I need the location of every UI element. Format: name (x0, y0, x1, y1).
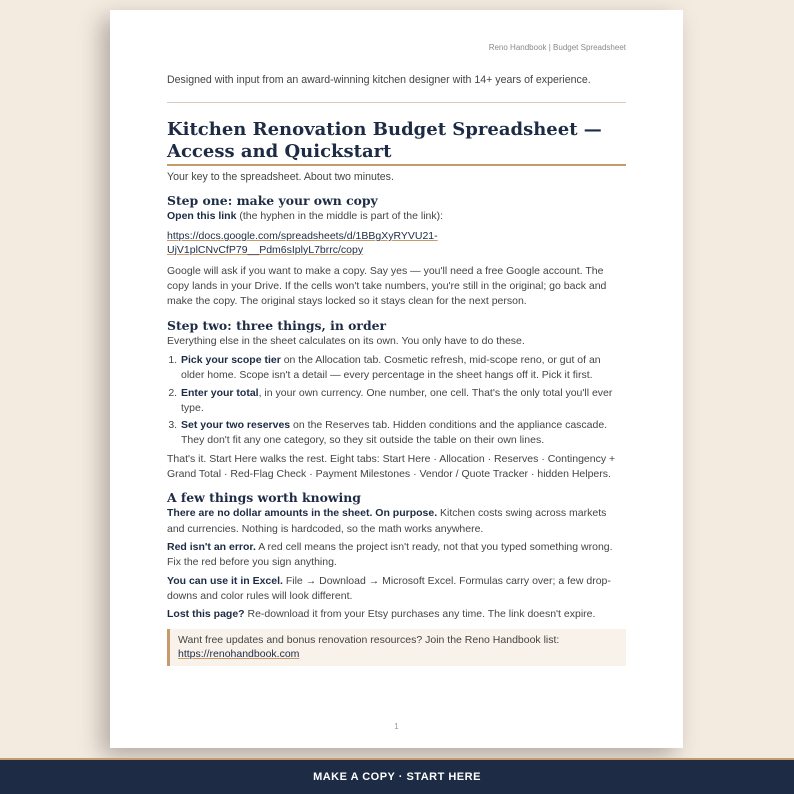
list-item (180, 353, 626, 384)
open-link-lead: Open this link (167, 210, 237, 222)
knowing-item (167, 607, 626, 622)
list-item-text: on the Allocation tab. Cosmetic refresh, mid-scope reno, or gut of an older home. Scope isn't a detail — every percentage in the sheet hangs off it. Pick it first. (181, 353, 601, 382)
list-item (180, 418, 626, 449)
knowing-item (167, 540, 626, 571)
step-two-outro: That's it. Start Here walks the rest. Eight tabs: Start Here · Allocation · Reserves · Contingency + Grand Total · Red-Flag Check · Payment Milestones · Vendor / Quote Tracker · hidden Helpers. (167, 452, 616, 481)
document-page (110, 10, 683, 748)
list-item-bold: Pick your scope tier (181, 353, 281, 366)
list-item (180, 386, 626, 417)
step-two-heading: Step two: three things, in order (167, 317, 387, 333)
knowing-item (167, 574, 626, 605)
newsletter-callout (167, 629, 626, 666)
page-title: Kitchen Renovation Budget Spreadsheet — Access and Quickstart (167, 119, 626, 166)
renohandbook-link[interactable]: https://renohandbook.com (178, 648, 300, 661)
knowing-item-text: Kitchen costs swing across markets and currencies. Nothing is hardcoded, so the math works anywhere. (167, 507, 607, 535)
step-two-lead: Everything else in the sheet calculates on its own. You only have to do these. (167, 334, 525, 347)
step-one-body: Google will ask if you want to make a copy. Say yes — you'll need a free Google account. The copy lands in your Drive. If the cells won't take numbers, you're still in the original; go back and make the copy. The original stays locked so it stays clean for the next person. (167, 264, 607, 308)
list-item-bold: Set your two reserves (181, 419, 291, 432)
open-link-instruction (167, 209, 626, 224)
intro-text: Designed with input from an award-winning kitchen designer with 14+ years of experience. (167, 72, 626, 103)
knowing-item-bold: Red isn't an error. (167, 540, 256, 553)
knowing-item-text: A red cell means the project isn't ready, not that you typed something wrong. Fix the red before you sign anything. (167, 540, 613, 569)
page-number: 1 (394, 722, 399, 731)
knowing-item-bold: You can use it in Excel. (167, 574, 283, 587)
knowing-item-bold: There are no dollar amounts in the sheet. On purpose. (167, 507, 438, 520)
list-item-text: , in your own currency. One number, one cell. That's the only total you'll ever type. (181, 386, 613, 414)
spreadsheet-copy-link[interactable] (167, 230, 438, 257)
footer-banner: MAKE A COPY · START HERE (0, 758, 794, 794)
knowing-item-text: Re-download it from your Etsy purchases any time. The link doesn't expire. (244, 608, 596, 621)
step-two-list (180, 353, 626, 449)
knowing-item-bold: Lost this page? (167, 608, 245, 621)
page-subtitle: Your key to the spreadsheet. About two minutes. (167, 171, 394, 183)
knowing-heading: A few things worth knowing (167, 490, 361, 506)
knowing-item (167, 506, 626, 537)
link-line-2: UjV1plCNvCfP79__Pdm6sIplyL7brrc/copy (167, 243, 364, 256)
open-link-rest: (the hyphen in the middle is part of the link): (236, 210, 444, 222)
running-header: Reno Handbook | Budget Spreadsheet (488, 43, 626, 52)
list-item-text: on the Reserves tab. Hidden conditions and the appliance cascade. They don't fit any one category, so they sit outside the table on their own lines. (181, 419, 608, 447)
callout-text: Want free updates and bonus renovation resources? Join the Reno Handbook list: (178, 634, 560, 647)
link-line-1: https://docs.google.com/spreadsheets/d/1BBgXyRYVU21- (167, 230, 438, 243)
step-one-heading: Step one: make your own copy (167, 193, 378, 208)
knowing-item-text: File → Download → Microsoft Excel. Formulas carry over; a few drop-downs and color rules will look different. (167, 574, 611, 602)
list-item-bold: Enter your total (181, 386, 259, 399)
page-content (167, 72, 626, 666)
